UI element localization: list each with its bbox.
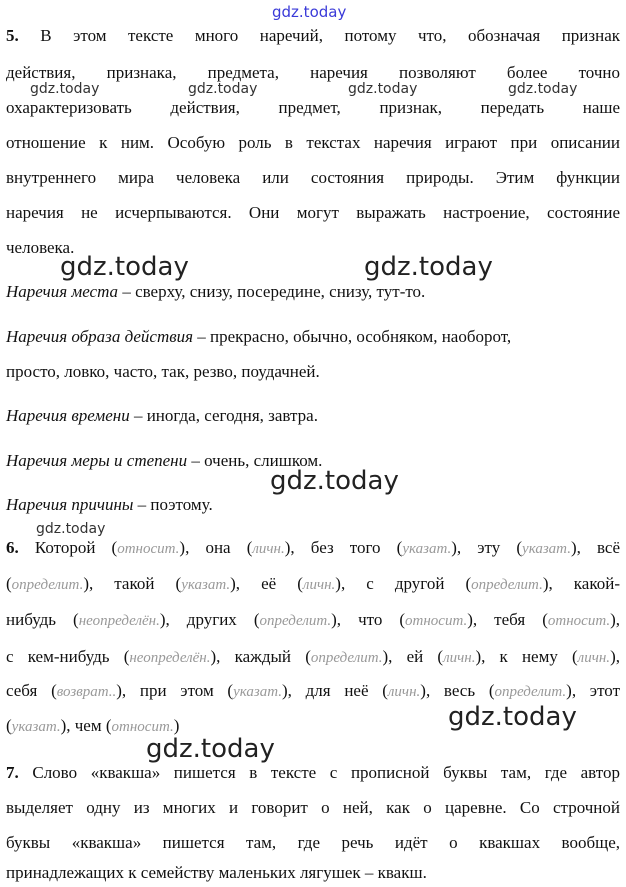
section7-text-1: Слово «квакша» пишется в тексте с прописной буквы там, где автор bbox=[32, 763, 620, 782]
category-text: – сверху, снизу, посередине, снизу, тут-то. bbox=[118, 282, 426, 301]
section6-number: 6. bbox=[6, 538, 19, 557]
category-time bbox=[6, 405, 620, 427]
section5-line-3: охарактеризовать действия, предмет, признак, передать наше bbox=[6, 98, 620, 117]
category-manner bbox=[6, 326, 620, 348]
section5-line-5: внутреннего мира человека или состояния природы. Этим функции bbox=[6, 168, 620, 187]
section7-line-3: буквы «квакша» пишется там, где речь идёт о квакшах вообще, bbox=[6, 833, 620, 852]
category-text: – прекрасно, обычно, особняком, наоборот, bbox=[193, 327, 512, 346]
pronoun-category: неопределён. bbox=[129, 650, 211, 666]
pronoun-category: определит. bbox=[494, 684, 567, 700]
pronoun-category: личн. bbox=[577, 650, 611, 666]
watermark-small: gdz.today bbox=[348, 81, 418, 97]
pronoun-category: личн. bbox=[387, 684, 421, 700]
pronoun-category: относит. bbox=[117, 541, 180, 557]
watermark-top: gdz.today bbox=[272, 3, 347, 21]
pronoun-category: указат. bbox=[522, 541, 571, 557]
section6-line-1: 6. Которой (относит.), она (личн.), без того (указат.), эту (указат.), всё bbox=[6, 538, 620, 557]
watermark-small: gdz.today bbox=[508, 81, 578, 97]
pronoun-category: возврат.. bbox=[56, 684, 117, 700]
section6-line-6: (указат.), чем (относит.) bbox=[6, 716, 180, 735]
category-label: Наречия образа действия bbox=[6, 327, 194, 346]
watermark-large: gdz.today bbox=[146, 734, 275, 764]
section6-line-2: (определит.), такой (указат.), её (личн.), с другой (определит.), какой- bbox=[6, 574, 620, 593]
section5-number: 5. bbox=[6, 26, 19, 45]
pronoun-category: указат. bbox=[233, 684, 283, 700]
category-label: Наречия времени bbox=[6, 406, 130, 425]
section7-line-1 bbox=[6, 762, 620, 784]
category-label: Наречия причины bbox=[6, 495, 134, 514]
category-text: – иногда, сегодня, завтра. bbox=[129, 406, 318, 425]
watermark-large: gdz.today bbox=[364, 252, 493, 282]
category-place bbox=[6, 281, 620, 303]
watermark-small: gdz.today bbox=[188, 81, 258, 97]
category-text: – поэтому. bbox=[133, 495, 213, 514]
category-label: Наречия меры и степени bbox=[6, 451, 188, 470]
watermark-large: gdz.today bbox=[448, 702, 577, 732]
category-text: – очень, слишком. bbox=[187, 451, 323, 470]
watermark-small: gdz.today bbox=[36, 521, 106, 537]
pronoun-category: указат. bbox=[181, 577, 231, 593]
section5-line-1 bbox=[6, 25, 620, 47]
pronoun-category: относит. bbox=[547, 613, 611, 629]
pronoun-category: указат. bbox=[402, 541, 452, 557]
pronoun-category: определит. bbox=[11, 577, 84, 593]
section5-line-6: наречия не исчерпываются. Они могут выражать настроение, состояние bbox=[6, 203, 620, 222]
section5-text-1: В этом тексте много наречий, потому что, обозначая признак bbox=[40, 26, 621, 45]
section7-number: 7. bbox=[6, 763, 19, 782]
pronoun-category: определит. bbox=[471, 577, 543, 593]
section6-line-5: себя (возврат..), при этом (указат.), для неё (личн.), весь (определит.), этот bbox=[6, 681, 620, 700]
pronoun-category: личн. bbox=[302, 577, 336, 593]
pronoun-category: относит. bbox=[111, 719, 174, 735]
watermark-large: gdz.today bbox=[60, 252, 189, 282]
section7-line-2: выделяет одну из многих и говорит о ней, как о царевне. Со строчной bbox=[6, 798, 620, 817]
section6-line-4: с кем-нибудь (неопределён.), каждый (определит.), ей (личн.), к нему (личн.), bbox=[6, 647, 620, 666]
watermark-large: gdz.today bbox=[270, 466, 399, 496]
pronoun-category: указат. bbox=[11, 719, 61, 735]
pronoun-category: личн. bbox=[252, 541, 285, 557]
pronoun-category: определит. bbox=[310, 650, 383, 666]
category-manner-cont: просто, ловко, часто, так, резво, поудачней. bbox=[6, 362, 320, 381]
section7-line-4: принадлежащих к семейству маленьких лягушек – квакш. bbox=[6, 863, 427, 882]
section5-line-4: отношение к ним. Особую роль в текстах наречия играют при описании bbox=[6, 133, 620, 152]
pronoun-category: неопределён. bbox=[78, 613, 160, 629]
section5-line-2: действия, признака, предмета, наречия позволяют более точно bbox=[6, 63, 620, 82]
pronoun-category: относит. bbox=[405, 613, 468, 629]
category-label: Наречия места bbox=[6, 282, 119, 301]
category-reason bbox=[6, 494, 620, 516]
pronoun-category: определит. bbox=[259, 613, 332, 629]
pronoun-category: личн. bbox=[443, 650, 476, 666]
watermark-small: gdz.today bbox=[30, 81, 100, 97]
section6-line-3: нибудь (неопределён.), других (определит.), что (относит.), тебя (относит.), bbox=[6, 610, 621, 629]
section5-line-7: человека. bbox=[6, 238, 75, 257]
